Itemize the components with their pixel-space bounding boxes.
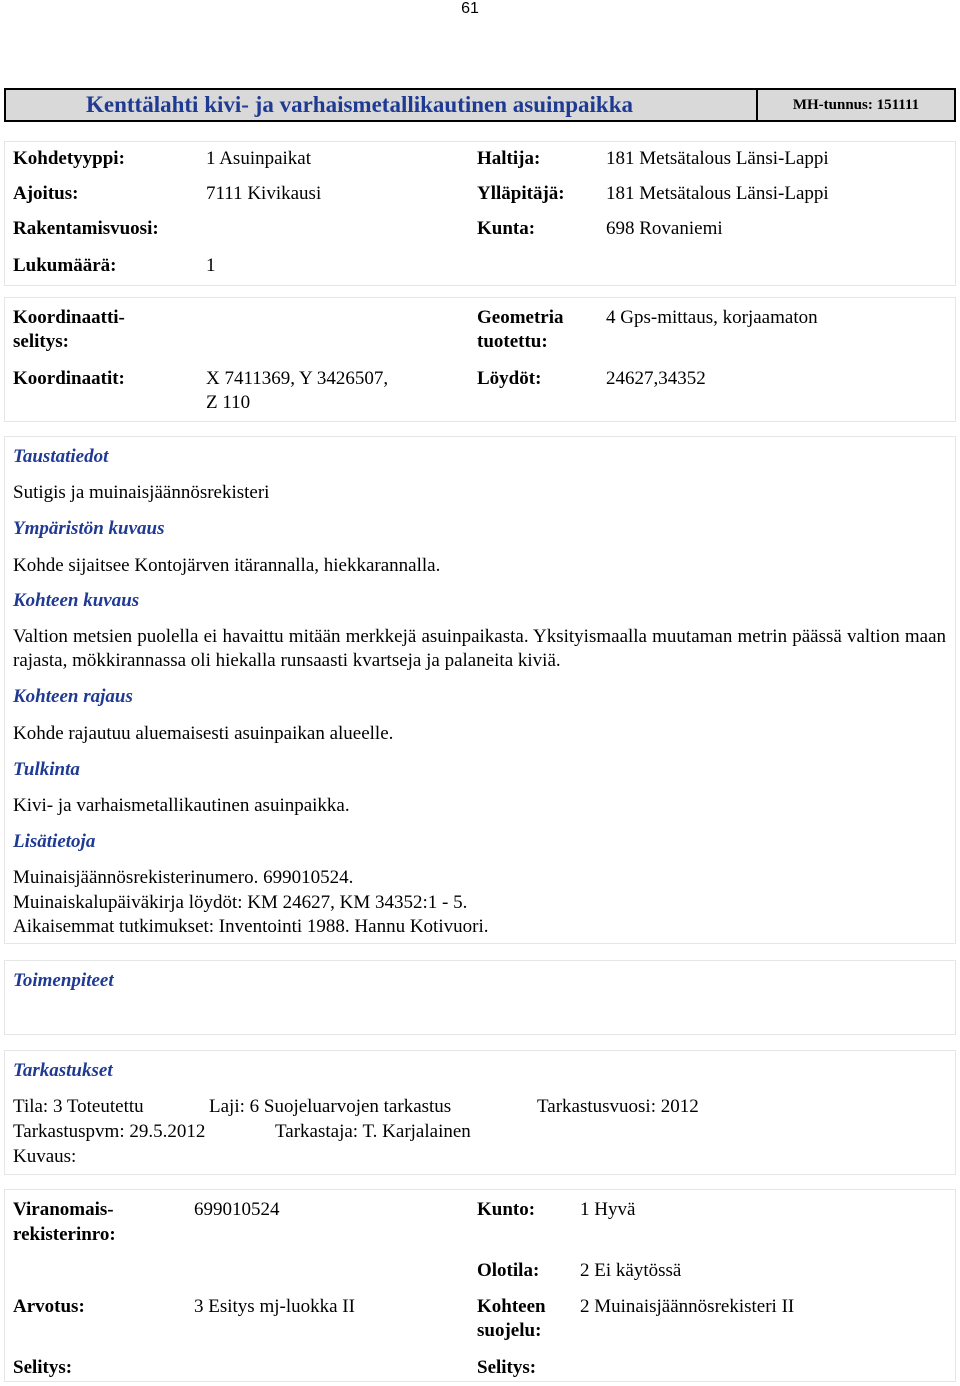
- page-number: 61: [461, 0, 479, 17]
- geometria-label-1: Geometria: [477, 307, 564, 328]
- tulkinta-text: Kivi- ja varhaismetallikautinen asuinpaikka.: [13, 795, 350, 816]
- viranomais-label-2: rekisterinro:: [13, 1224, 116, 1245]
- tarkastus-laji: Laji: 6 Suojeluarvojen tarkastus: [209, 1096, 452, 1117]
- mh-tunnus-badge: MH-tunnus: 151111: [756, 90, 954, 120]
- selitys-right-label: Selitys:: [477, 1357, 537, 1378]
- haltija-value: 181 Metsätalous Länsi-Lappi: [606, 148, 829, 169]
- lisatietoja-header: Lisätietoja: [13, 831, 96, 852]
- tarkastus-vuosi: Tarkastusvuosi: 2012: [537, 1096, 699, 1117]
- loydot-value: 24627,34352: [606, 368, 706, 389]
- geometria-value: 4 Gps-mittaus, korjaamaton: [606, 307, 818, 328]
- kohteen-kuvaus-header: Kohteen kuvaus: [13, 590, 140, 611]
- tarkastukset-header: Tarkastukset: [13, 1060, 113, 1081]
- yllapitaja-label: Ylläpitäjä:: [477, 183, 565, 204]
- kohteen-kuvaus-text: Valtion metsien puolella ei havaittu mitään merkkejä asuinpaikasta. Yksityismaalla muutaman metrin päässä valtion maan rajasta, mökkirannassa oli hiekalla runsaasti kvartseja ja palaneita kiviä.: [13, 626, 946, 671]
- kunto-label: Kunto:: [477, 1199, 536, 1220]
- arvotus-label: Arvotus:: [13, 1296, 85, 1317]
- kunta-label: Kunta:: [477, 218, 536, 239]
- viranomais-label-1: Viranomais-: [13, 1199, 114, 1220]
- suojelu-label-1: Kohteen: [477, 1296, 546, 1317]
- ymparisto-text: Kohde sijaitsee Kontojärven itärannalla, hiekkarannalla.: [13, 555, 441, 576]
- suojelu-label-2: suojelu:: [477, 1320, 542, 1341]
- title-bar: [4, 88, 956, 122]
- ymparisto-header: Ympäristön kuvaus: [13, 518, 165, 539]
- suojelu-value: 2 Muinaisjäännösrekisteri II: [580, 1296, 795, 1317]
- lisatietoja-line-1: Muinaisjäännösrekisterinumero. 699010524.: [13, 867, 354, 888]
- haltija-label: Haltija:: [477, 148, 541, 169]
- koordinaattiselitys-label-2: selitys:: [13, 331, 69, 352]
- kunta-value: 698 Rovaniemi: [606, 218, 723, 239]
- page-title: Kenttälahti kivi- ja varhaismetallikautinen asuinpaikka: [86, 92, 633, 117]
- tarkastukset-panel: [4, 1050, 956, 1175]
- olotila-label: Olotila:: [477, 1260, 540, 1281]
- loydot-label: Löydöt:: [477, 368, 542, 389]
- toimenpiteet-header: Toimenpiteet: [13, 970, 114, 991]
- info-panel: [4, 141, 956, 286]
- tarkastus-kuvaus-label: Kuvaus:: [13, 1146, 77, 1167]
- geometria-label-2: tuotettu:: [477, 331, 548, 352]
- lukumaara-value: 1: [206, 255, 216, 276]
- tarkastus-tila: Tila: 3 Toteutettu: [13, 1096, 144, 1117]
- lisatietoja-line-2: Muinaiskalupäiväkirja löydöt: KM 24627, KM 34352:1 - 5.: [13, 892, 468, 913]
- rajaus-header: Kohteen rajaus: [13, 686, 133, 707]
- viranomais-value: 699010524: [194, 1199, 280, 1220]
- lukumaara-label: Lukumäärä:: [13, 255, 117, 276]
- coordinates-panel: [4, 297, 956, 422]
- koordinaatit-value-line-1: X 7411369, Y 3426507,: [206, 368, 389, 389]
- description-panel: [4, 436, 956, 944]
- olotila-value: 2 Ei käytössä: [580, 1260, 682, 1281]
- ajoitus-label: Ajoitus:: [13, 183, 79, 204]
- rajaus-text: Kohde rajautuu aluemaisesti asuinpaikan alueelle.: [13, 723, 394, 744]
- kunto-value: 1 Hyvä: [580, 1199, 636, 1220]
- lisatietoja-line-3: Aikaisemmat tutkimukset: Inventointi 1988. Hannu Kotivuori.: [13, 916, 489, 937]
- kohdetyyppi-label: Kohdetyyppi:: [13, 148, 125, 169]
- ajoitus-value: 7111 Kivikausi: [206, 183, 322, 204]
- tulkinta-header: Tulkinta: [13, 759, 80, 780]
- rakentamisvuosi-label: Rakentamisvuosi:: [13, 218, 159, 239]
- arvotus-value: 3 Esitys mj-luokka II: [194, 1296, 355, 1317]
- registry-panel: [4, 1189, 956, 1382]
- toimenpiteet-panel: [4, 960, 956, 1035]
- taustatiedot-header: Taustatiedot: [13, 446, 109, 467]
- koordinaattiselitys-label-1: Koordinaatti-: [13, 307, 125, 328]
- selitys-left-label: Selitys:: [13, 1357, 73, 1378]
- koordinaatit-label: Koordinaatit:: [13, 368, 125, 389]
- koordinaatit-value-line-2: Z 110: [206, 392, 251, 413]
- yllapitaja-value: 181 Metsätalous Länsi-Lappi: [606, 183, 829, 204]
- tarkastus-pvm: Tarkastuspvm: 29.5.2012: [13, 1121, 206, 1142]
- kohdetyyppi-value: 1 Asuinpaikat: [206, 148, 312, 169]
- taustatiedot-text: Sutigis ja muinaisjäännösrekisteri: [13, 482, 270, 503]
- tarkastaja: Tarkastaja: T. Karjalainen: [275, 1121, 471, 1142]
